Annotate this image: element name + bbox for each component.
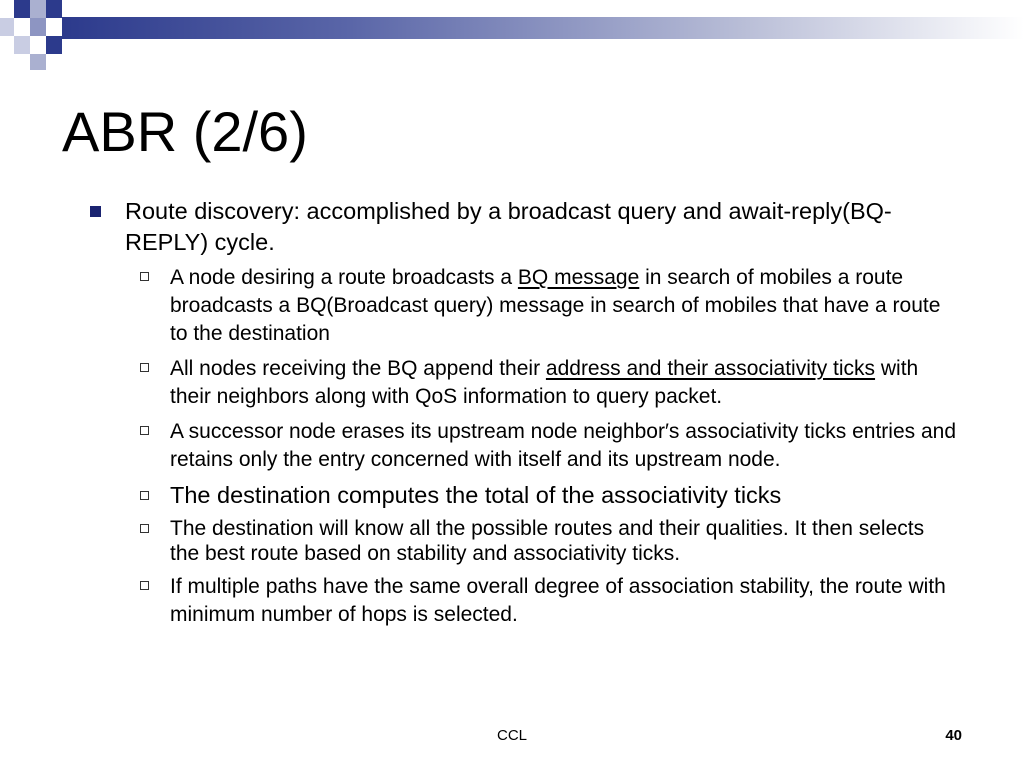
- sub-bullet-text: A node desiring a route broadcasts a: [170, 266, 518, 289]
- sub-bullet-text: If multiple paths have the same overall degree of association stability, the route with minimum number of hops is selected.: [170, 575, 946, 626]
- deco-square-light: [0, 18, 14, 36]
- bq-message-link[interactable]: BQ message: [517, 266, 640, 289]
- hollow-square-bullet-icon: [140, 581, 149, 590]
- sub-bullet-item: [125, 355, 956, 411]
- sub-bullet-item: [125, 517, 956, 566]
- sub-bullet-list: [86, 264, 956, 629]
- sub-bullet-item: [125, 481, 956, 510]
- sub-bullet-text: with their neighbors along with QoS information to query packet.: [170, 357, 919, 408]
- deco-square-dark: [14, 0, 30, 18]
- hollow-square-bullet-icon: [140, 272, 149, 281]
- slide-title: ABR (2/6): [62, 100, 308, 163]
- sub-bullet-text: All nodes receiving the BQ append their: [170, 357, 546, 380]
- associativity-ticks-link[interactable]: address and their associativity ticks: [545, 357, 876, 380]
- footer-label: CCL: [496, 727, 527, 744]
- hollow-square-bullet-icon: [140, 426, 149, 435]
- main-bullet-text: Route discovery: accomplished by a broadcast query and await-reply(BQ-REPLY) cycle.: [125, 198, 892, 255]
- sub-bullet-item: [125, 418, 956, 474]
- sub-bullet-text: The destination computes the total of the associativity ticks: [170, 482, 782, 508]
- hollow-square-bullet-icon: [140, 524, 149, 533]
- deco-square-dark: [46, 0, 62, 18]
- header-decoration: [0, 0, 1024, 70]
- deco-square-light: [14, 36, 30, 54]
- deco-square-light: [30, 0, 46, 18]
- sub-bullet-text: in search of mobiles a route broadcasts a BQ(Broadcast query) message in search of mobiles that have a route to the destination: [170, 266, 941, 345]
- slide-content: [86, 196, 956, 636]
- header-gradient-bar: [62, 17, 1024, 39]
- sub-bullet-text: The destination will know all the possible routes and their qualities. It then selects the best route based on stability and associativity ticks.: [170, 517, 925, 565]
- deco-square-light: [30, 54, 46, 70]
- deco-square-light: [30, 18, 46, 36]
- page-number: 40: [945, 727, 962, 744]
- hollow-square-bullet-icon: [140, 363, 149, 372]
- square-bullet-icon: [90, 206, 101, 217]
- main-bullet-item: [86, 196, 956, 258]
- sub-bullet-item: [125, 264, 956, 348]
- deco-square-dark: [46, 36, 62, 54]
- sub-bullet-text: A successor node erases its upstream node neighbor′s associativity ticks entries and retains only the entry concerned with itself and its upstream node.: [170, 420, 957, 471]
- sub-bullet-item: [125, 573, 956, 629]
- hollow-square-bullet-icon: [140, 491, 149, 500]
